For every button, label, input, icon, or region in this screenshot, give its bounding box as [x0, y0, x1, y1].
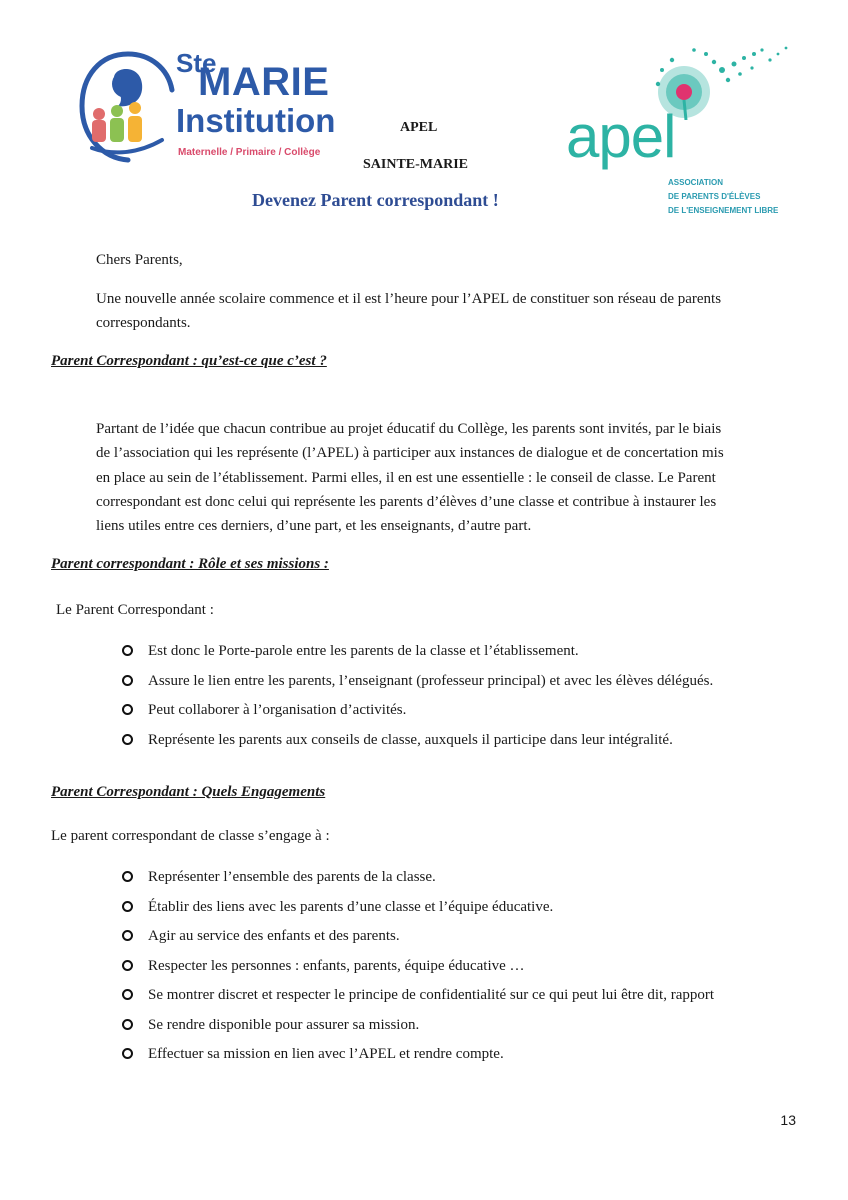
bullet-icon	[122, 989, 133, 1000]
bullet-icon	[122, 704, 133, 715]
list-item: Se montrer discret et respecter le principe de confidentialité sur ce qui peut lui être dit, rapport	[122, 985, 714, 1015]
logo-institution-text: Institution	[176, 102, 336, 139]
list-item: Représenter l’ensemble des parents de la classe.	[122, 867, 714, 897]
bullet-icon	[122, 930, 133, 941]
list-item: Est donc le Porte-parole entre les parents de la classe et l’établissement.	[122, 641, 713, 671]
page-title: Devenez Parent correspondant !	[252, 190, 499, 210]
list-item: Représente les parents aux conseils de classe, auxquels il participe dans leur intégralité.	[122, 730, 713, 760]
bullet-icon	[122, 960, 133, 971]
bullet-icon	[122, 675, 133, 686]
bullet-icon	[122, 1048, 133, 1059]
intro-line-1: Une nouvelle année scolaire commence et il est l’heure pour l’APEL de constituer son réseau de parents	[96, 291, 722, 307]
greeting: Chers Parents,	[96, 252, 183, 268]
bullet-icon	[122, 901, 133, 912]
logo-marie-text: MARIE	[198, 60, 330, 104]
bullet-icon	[122, 734, 133, 745]
page-number: 13	[780, 1112, 796, 1128]
logo-tagline: Maternelle / Primaire / Collège	[178, 147, 321, 158]
bullet-icon	[122, 645, 133, 656]
apel-logo	[562, 40, 792, 220]
bullet-icon	[122, 1019, 133, 1030]
apel-sub-line3: DE L'ENSEIGNEMENT LIBRE	[668, 206, 779, 215]
apel-sub-line2: DE PARENTS D'ÉLÈVES	[668, 192, 761, 201]
section1-line-5: liens utiles entre ces derniers, d’une part, et les enseignants, d’autre part.	[96, 518, 532, 534]
section-heading-role: Parent correspondant : Rôle et ses missions :	[51, 556, 329, 572]
section1-line-2: de l’association qui les représente (l’APEL) à participer aux instances de dialogue et de concertation mis	[96, 445, 724, 461]
section1-line-3: en place au sein de l’établissement. Parmi elles, il en est une essentielle : le conseil de classe. Le Parent	[96, 470, 716, 486]
list-item: Effectuer sa mission en lien avec l’APEL et rendre compte.	[122, 1044, 714, 1074]
section3-lead: Le parent correspondant de classe s’engage à :	[51, 828, 330, 844]
list-item: Établir des liens avec les parents d’une classe et l’équipe éducative.	[122, 897, 714, 927]
intro-line-2: correspondants.	[96, 315, 191, 331]
list-item: Assure le lien entre les parents, l’enseignant (professeur principal) et avec les élèves délégués.	[122, 671, 713, 701]
section-heading-what-is: Parent Correspondant : qu’est-ce que c’est ?	[51, 353, 327, 369]
list-item: Respecter les personnes : enfants, parents, équipe éducative …	[122, 956, 714, 986]
list-item: Agir au service des enfants et des parents.	[122, 926, 714, 956]
list-item: Peut collaborer à l’organisation d’activités.	[122, 700, 713, 730]
list-item: Se rendre disponible pour assurer sa mission.	[122, 1015, 714, 1045]
header-apel: APEL	[400, 120, 438, 135]
header-school: SAINTE-MARIE	[363, 157, 469, 172]
apel-wordmark: apel	[566, 103, 676, 170]
section-heading-commitments: Parent Correspondant : Quels Engagements	[51, 784, 326, 800]
section1-line-4: correspondant est donc celui qui représente les parents d’élèves d’une classe et contribue à instaurer les	[96, 494, 717, 510]
ste-marie-institution-logo	[78, 48, 336, 168]
apel-sub-line1: ASSOCIATION	[668, 178, 723, 187]
commitments-list	[122, 867, 714, 1074]
section1-line-1: Partant de l’idée que chacun contribue au projet éducatif du Collège, les parents sont invités, par le biais	[96, 421, 722, 437]
logo-ste-text: Ste	[176, 48, 217, 78]
role-list	[122, 641, 713, 759]
mother-children-emblem-icon	[78, 48, 178, 166]
section2-lead: Le Parent Correspondant :	[56, 602, 214, 618]
bullet-icon	[122, 871, 133, 882]
